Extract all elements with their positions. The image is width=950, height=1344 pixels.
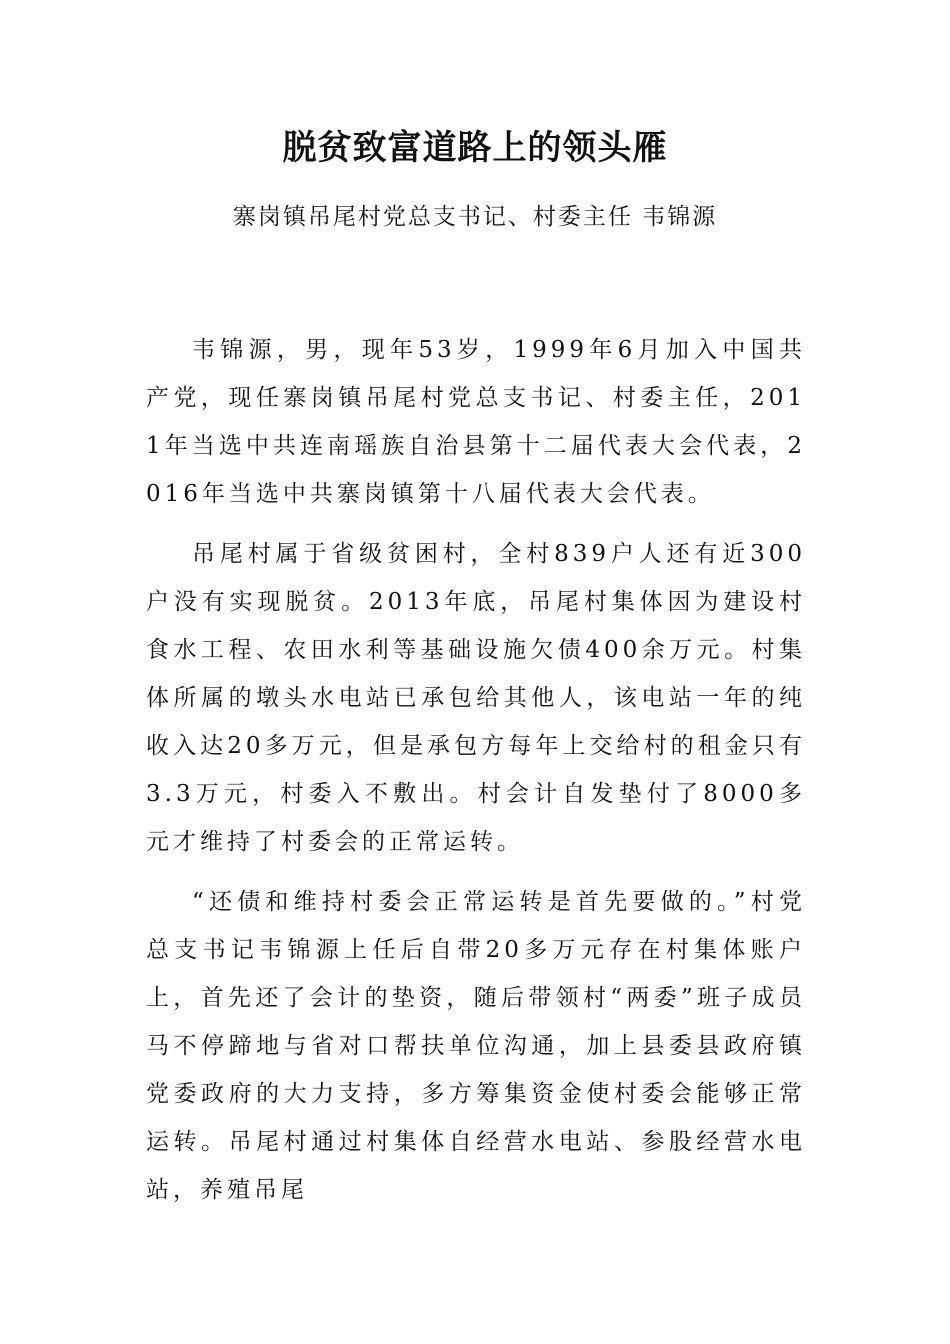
body-paragraph: “还债和维持村委会正常运转是首先要做的。”村党总支书记韦锦源上任后自带20多万元存在村集体账户上，首先还了会计的垫资，随后带领村“两委”班子成员马不停蹄地与省对口帮扶单位沟通，加上县委县政府镇党委政府的大力支持，多方筹集资金使村委会能够正常运转。吊尾村通过村集体自经营水电站、参股经营水电站，养殖吊尾 <box>146 889 806 1203</box>
document-body <box>146 326 806 1226</box>
body-paragraph: 韦锦源，男，现年53岁，1999年6月加入中国共产党，现任寨岗镇吊尾村党总支书记、村委主任，2011年当选中共连南瑶族自治县第十二届代表大会代表，2016年当选中共寨岗镇第十八届代表大会代表。 <box>146 337 806 507</box>
document-subtitle: 寨岗镇吊尾村党总支书记、村委主任 韦锦源 <box>232 204 718 230</box>
body-paragraph: 吊尾村属于省级贫困村，全村839户人还有近300户没有实现脱贫。2013年底，吊尾村集体因为建设村食水工程、农田水利等基础设施欠债400余万元。村集体所属的墩头水电站已承包给其他人，该电站一年的纯收入达20多万元，但是承包方每年上交给村的租金只有3.3万元，村委入不敷出。村会计自发垫付了8000多元才维持了村委会的正常运转。 <box>146 541 806 855</box>
document-title: 脱贫致富道路上的领头雁 <box>282 128 668 168</box>
